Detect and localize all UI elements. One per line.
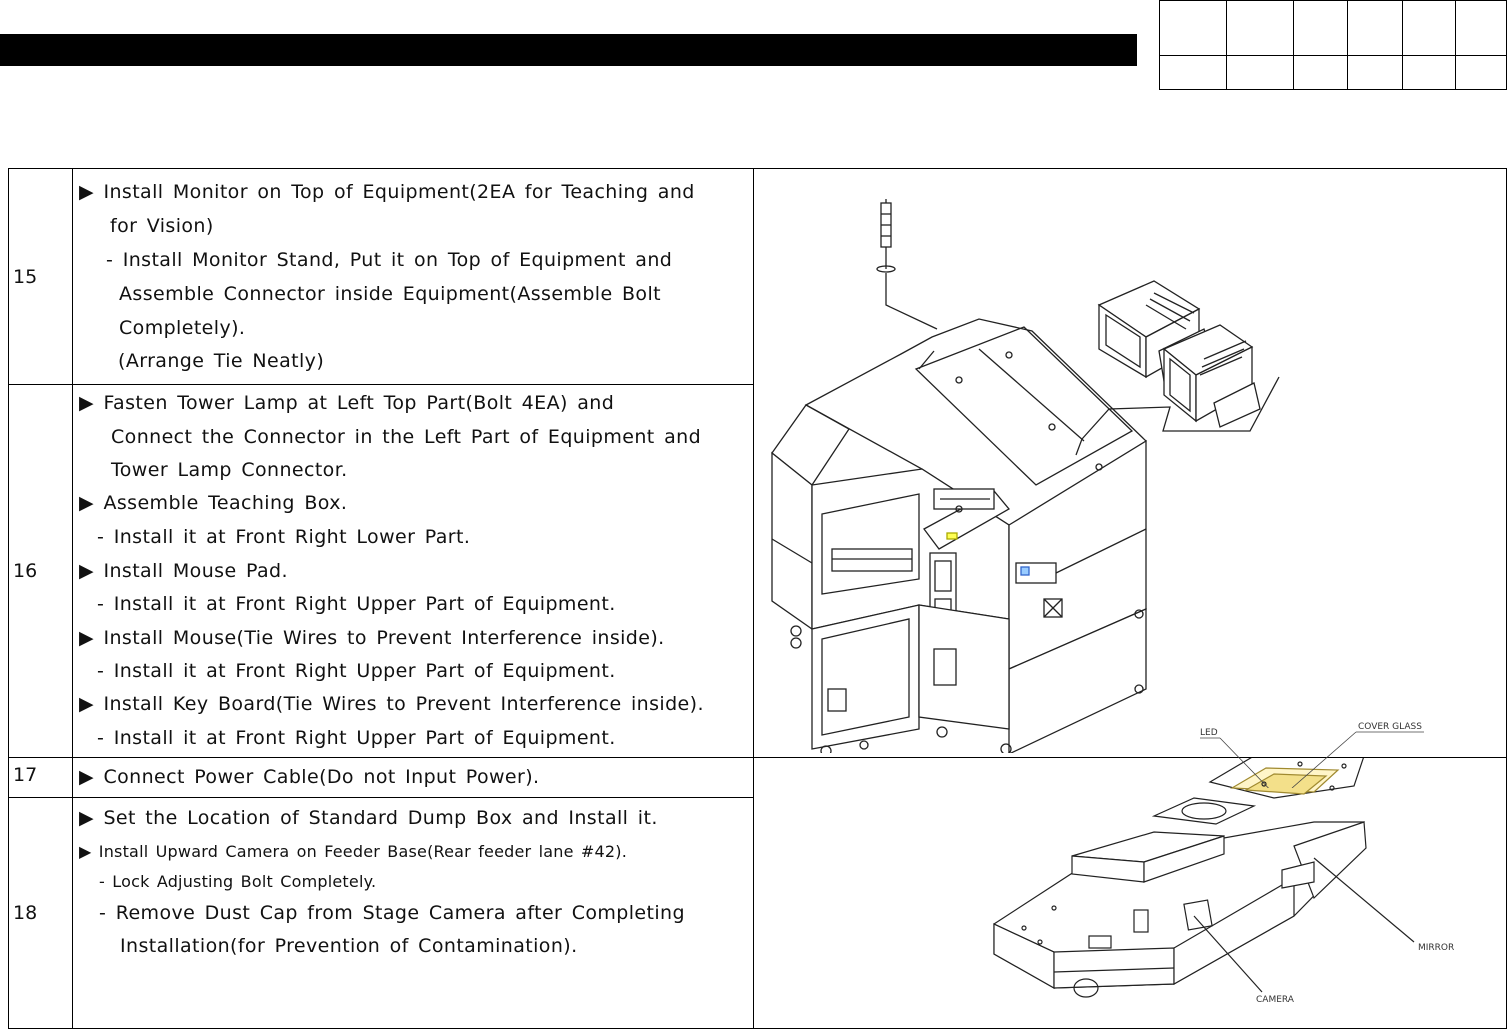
instruction-line: - Install it at Front Right Lower Part. [97,526,471,548]
camera-label: CAMERA [1256,995,1294,1005]
info-cell [1403,56,1456,90]
cover-glass-label: COVER GLASS [1358,722,1422,732]
step-instructions [73,797,754,1028]
step-row-15 [9,169,1507,385]
instruction-line: ▶ Install Mouse(Tie Wires to Prevent Interference inside). [79,627,665,649]
equipment-assembly-figure [754,169,1504,753]
mirror-label: MIRROR [1418,943,1455,953]
camera-figure-callouts [1180,718,1460,788]
info-cell [1294,56,1348,90]
instruction-line: - Install Monitor Stand, Put it on Top of Equipment and [106,249,673,271]
info-cell [1456,1,1507,56]
instruction-line: (Arrange Tie Neatly) [118,350,325,372]
step-instructions [73,169,754,385]
instruction-line: Connect the Connector in the Left Part of Equipment and [111,426,702,448]
step-number: 18 [9,797,73,1028]
info-cell [1227,1,1294,56]
instruction-line: ▶ Fasten Tower Lamp at Left Top Part(Bolt 4EA) and [79,392,615,414]
document-info-grid [1159,0,1507,90]
machine-figure-cell [754,169,1507,758]
instruction-line: - Install it at Front Right Upper Part of Equipment. [97,660,616,682]
instruction-line: ▶ Connect Power Cable(Do not Input Power). [79,766,540,788]
instruction-line: Completely). [119,317,246,339]
instruction-line: Tower Lamp Connector. [111,459,348,481]
instruction-line: Assemble Connector inside Equipment(Assemble Bolt [119,283,661,305]
instruction-line: ▶ Assemble Teaching Box. [79,492,348,514]
step-number: 17 [9,758,73,798]
info-cell [1456,56,1507,90]
instruction-line: ▶ Set the Location of Standard Dump Box and Install it. [79,806,658,829]
instruction-line: ▶ Install Monitor on Top of Equipment(2EA for Teaching and [79,181,695,203]
info-cell [1294,1,1348,56]
instruction-line: ▶ Install Upward Camera on Feeder Base(Rear feeder lane #42). [79,841,628,861]
installation-steps-table [8,168,1507,1029]
info-cell [1227,56,1294,90]
instruction-line: - Lock Adjusting Bolt Completely. [99,871,377,891]
camera-figure-cell [754,758,1507,1029]
info-cell [1160,56,1227,90]
led-label: LED [1200,728,1218,738]
instruction-line: Installation(for Prevention of Contamination). [120,934,578,957]
info-cell [1160,1,1227,56]
info-cell [1348,1,1403,56]
step-number: 16 [9,385,73,758]
instruction-line: - Install it at Front Right Upper Part of Equipment. [97,727,616,749]
step-instructions [73,385,754,758]
instruction-line: - Remove Dust Cap from Stage Camera after Completing [99,901,685,924]
instruction-line: for Vision) [110,215,214,237]
info-cell [1403,1,1456,56]
instruction-line: - Install it at Front Right Upper Part of Equipment. [97,593,616,615]
instruction-line: ▶ Install Key Board(Tie Wires to Prevent Interference inside). [79,693,704,715]
info-cell [1348,56,1403,90]
instruction-line: ▶ Install Mouse Pad. [79,560,288,582]
header-bar [0,34,1137,66]
step-instructions [73,758,754,798]
step-number: 15 [9,169,73,385]
upward-camera-figure [754,758,1504,1024]
